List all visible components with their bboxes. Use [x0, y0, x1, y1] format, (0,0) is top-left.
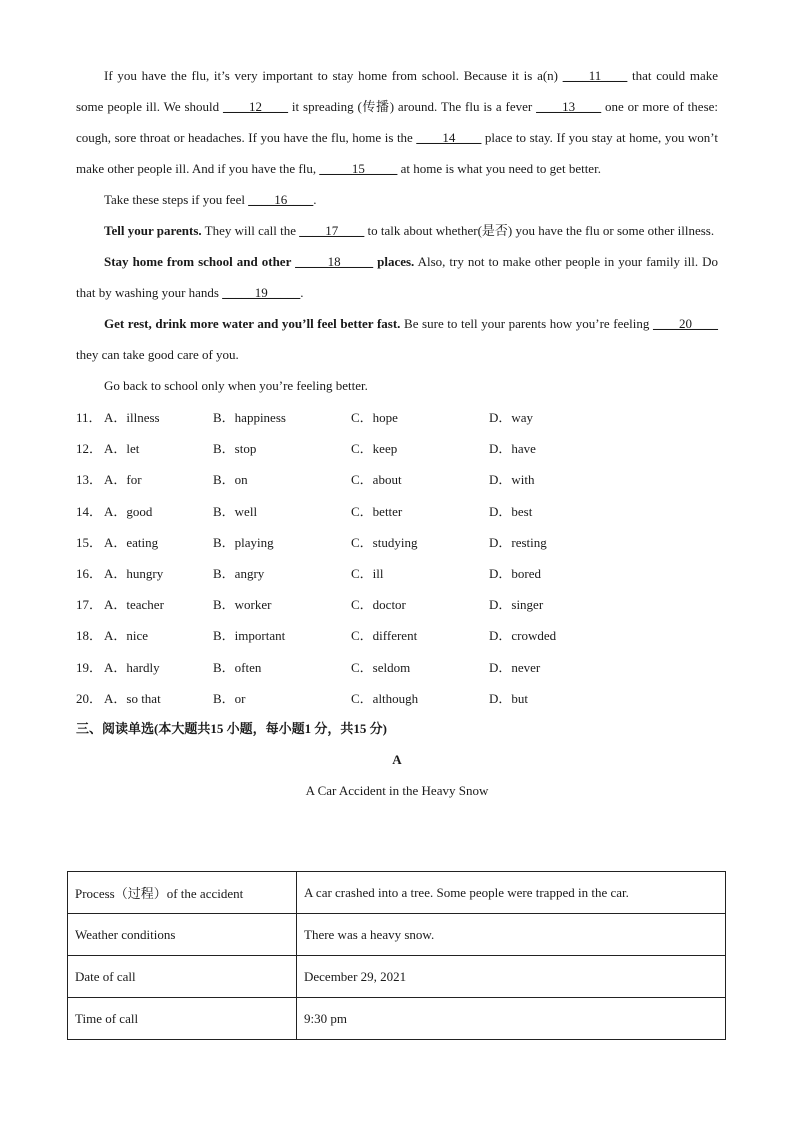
options-row [76, 619, 718, 650]
option-d: D．way [489, 410, 534, 426]
option-a: A．illness [104, 410, 160, 426]
option-a: A．hungry [104, 566, 164, 582]
row-label: Process（过程）of the accident [68, 872, 297, 914]
option-a: A．good [104, 503, 153, 519]
option-b: B．angry [213, 566, 265, 582]
option-b: B．often [213, 659, 262, 675]
option-b: B．playing [213, 534, 274, 550]
text: place to stay. If you stay at home, you won’t make other people ill. And if you have the flu, [76, 130, 718, 176]
option-b: B．on [213, 472, 248, 488]
option-a: A．nice [104, 628, 149, 644]
option-d: D．have [489, 441, 536, 457]
options-row [76, 463, 718, 494]
option-b: B．stop [213, 441, 257, 457]
blank-15: _____15_____ [319, 161, 398, 176]
text: . [313, 192, 317, 207]
text: that could make some people ill. We should [76, 68, 718, 114]
option-a: A．teacher [104, 597, 164, 613]
blank-14: ____14____ [416, 130, 482, 145]
step-heading: Get rest, drink more water and you’ll feel better fast. [104, 316, 401, 331]
question-number: 11． [76, 410, 102, 426]
question-number: 16． [76, 566, 103, 582]
option-a: A．let [104, 441, 140, 457]
option-c: C．better [351, 503, 403, 519]
table-row [68, 872, 726, 914]
option-a: A．for [104, 472, 142, 488]
question-number: 17． [76, 597, 103, 613]
options-list [76, 401, 718, 713]
option-d: D．but [489, 690, 529, 706]
step-heading: Tell your parents. [104, 223, 202, 238]
option-c: C．keep [351, 441, 398, 457]
text: If you have the flu, it’s very important to stay home from school. Because it is a(n) [104, 68, 563, 83]
blank-11: ____11____ [562, 68, 628, 83]
row-value: There was a heavy snow. [297, 914, 726, 956]
question-number: 12． [76, 441, 103, 457]
option-a: A．hardly [104, 659, 160, 675]
option-a: A．so that [104, 690, 161, 706]
option-c: C．seldom [351, 659, 411, 675]
option-d: D．singer [489, 597, 544, 613]
blank-18: _____18_____ [295, 254, 374, 269]
text: Be sure to tell your parents how you’re feeling [400, 316, 653, 331]
table-row [68, 914, 726, 956]
text: Also, try not to make other people in your family ill. Do that by washing your hands [76, 254, 718, 300]
option-a: A．eating [104, 534, 159, 550]
option-b: B．happiness [213, 410, 286, 426]
option-d: D．resting [489, 534, 547, 550]
options-row [76, 682, 718, 713]
option-d: D．best [489, 503, 533, 519]
option-d: D．with [489, 472, 535, 488]
option-c: C．doctor [351, 597, 406, 613]
question-number: 20． [76, 690, 103, 706]
text: . [300, 285, 304, 300]
passage-paragraph-6: Go back to school only when you’re feeling better. [104, 378, 368, 393]
question-number: 13． [76, 472, 103, 488]
options-row [76, 557, 718, 588]
option-c: C．different [351, 628, 418, 644]
table-title: A Car Accident in the Heavy Snow [305, 782, 489, 798]
step-heading: places. [373, 254, 415, 269]
option-b: B．worker [213, 597, 272, 613]
row-value: A car crashed into a tree. Some people were trapped in the car. [297, 872, 726, 914]
text: They will call the [201, 223, 300, 238]
text: it spreading (传播) around. The flu is a fever [288, 99, 537, 114]
row-label: Weather conditions [68, 914, 297, 956]
passage-letter: A [392, 751, 402, 767]
options-row [76, 495, 718, 526]
options-row [76, 526, 718, 557]
passage-paragraph-3 [76, 215, 718, 246]
passage-paragraph-2 [76, 184, 718, 215]
row-label: Date of call [68, 956, 297, 998]
blank-16: ____16____ [248, 192, 314, 207]
blank-12: ____12____ [223, 99, 289, 114]
document-page [76, 60, 718, 806]
option-c: C．about [351, 472, 402, 488]
passage-paragraph-4 [76, 246, 718, 308]
option-c: C．hope [351, 410, 398, 426]
option-d: D．crowded [489, 628, 557, 644]
blank-20: ____20____ [653, 316, 718, 331]
text: Take these steps if you feel [104, 192, 249, 207]
options-row [76, 401, 718, 432]
passage-paragraph-1 [76, 60, 718, 184]
text: at home is what you need to get better. [397, 161, 601, 176]
row-value: 9:30 pm [297, 998, 726, 1040]
options-row [76, 432, 718, 463]
option-d: D．never [489, 659, 541, 675]
options-row [76, 588, 718, 619]
option-b: B．well [213, 503, 258, 519]
option-b: B．or [213, 690, 246, 706]
table-row [68, 956, 726, 998]
option-c: C．studying [351, 534, 418, 550]
option-c: C．ill [351, 566, 384, 582]
option-d: D．bored [489, 566, 541, 582]
question-number: 19． [76, 659, 103, 675]
accident-info-table [67, 871, 726, 1040]
passage-paragraph-5 [76, 308, 718, 370]
table-row [68, 998, 726, 1040]
text: to talk about whether(是否) you have the flu or some other illness. [364, 223, 715, 238]
question-number: 14． [76, 503, 103, 519]
blank-19: _____19_____ [222, 285, 301, 300]
step-heading: Stay home from school and other [104, 254, 296, 269]
question-number: 15． [76, 534, 103, 550]
blank-13: ____13____ [536, 99, 602, 114]
text: one or more of these: cough, sore throat or headaches. If you have the flu, home is the [76, 99, 719, 145]
row-label: Time of call [68, 998, 297, 1040]
question-number: 18． [76, 628, 103, 644]
option-b: B．important [213, 628, 286, 644]
options-row [76, 651, 718, 682]
option-c: C．although [351, 690, 419, 706]
text: they can take good care of you. [76, 347, 239, 362]
row-value: December 29, 2021 [297, 956, 726, 998]
section-title: 三、阅读单选(本大题共15 小题，每小题1 分，共15 分) [76, 720, 387, 736]
blank-17: ____17____ [299, 223, 365, 238]
